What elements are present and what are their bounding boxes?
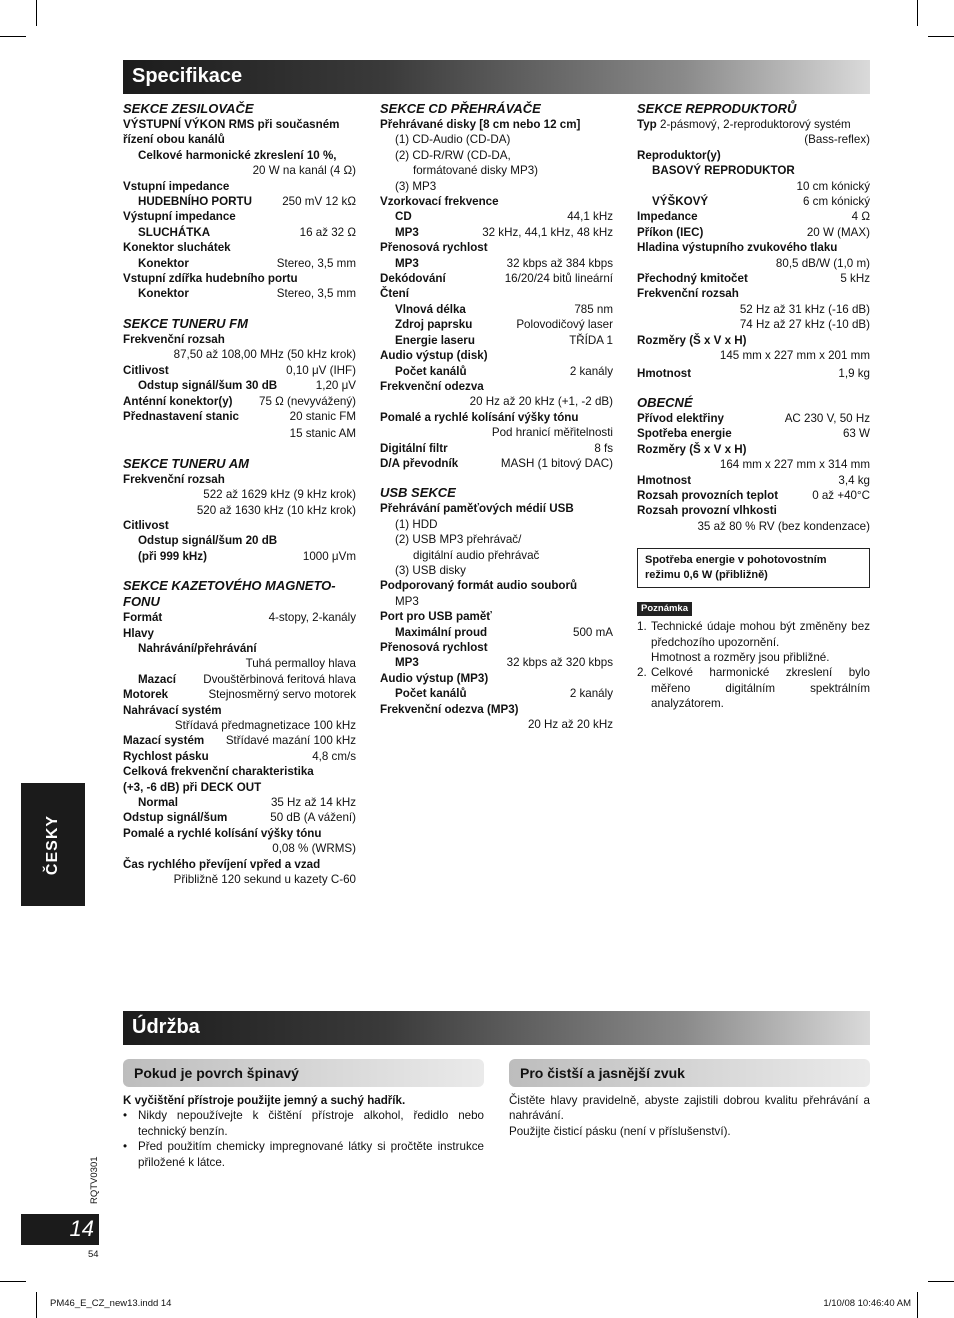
spec-row (123, 549, 356, 564)
spec-value: formátované disky MP3) (413, 164, 539, 178)
spec-label: SLUCHÁTKA (138, 225, 211, 239)
spec-value: (1) HDD (395, 517, 438, 531)
spec-value: 1,9 kg (838, 366, 870, 380)
spec-value: 10 cm kónický (796, 179, 870, 193)
spec-value: 6 cm kónický (802, 195, 870, 209)
spec-row (380, 225, 613, 240)
page-title-specifikace: Specifikace (123, 60, 870, 94)
spec-label: Celkové harmonické zkreslení 10 %, (138, 148, 337, 162)
spec-value: 5 kHz (840, 272, 870, 286)
spec-label: Port pro USB paměť (380, 610, 492, 624)
spec-label: (+3, -6 dB) při DECK OUT (123, 780, 262, 794)
spec-label: Vstupní impedance (123, 179, 230, 193)
spec-value: 522 až 1629 kHz (9 kHz krok) (203, 488, 356, 502)
spec-label: Pomalé a rychlé kolísání výšky tónu (380, 410, 579, 424)
spec-value: 164 mm x 227 mm x 314 mm (719, 458, 870, 472)
page-number-small: 54 (88, 1249, 99, 1260)
spec-value: Střídavé mazání 100 kHz (225, 734, 356, 748)
spec-label: Pomalé a rychlé kolísání výšky tónu (123, 826, 322, 840)
spec-value: (1) CD-Audio (CD-DA) (395, 133, 511, 147)
crop-mark (0, 1281, 26, 1282)
spec-row (123, 610, 356, 625)
spec-row (380, 271, 613, 286)
spec-label: Frekvenční rozsah (123, 472, 225, 486)
spec-value: (2) USB MP3 přehrávač/ (395, 533, 522, 547)
spec-row (123, 194, 356, 209)
note-item (637, 665, 870, 711)
spec-value: 0,10 μV (IHF) (286, 363, 356, 377)
spec-value: Pod hranicí měřitelnosti (491, 426, 613, 440)
spec-value: Polovodičový laser (516, 318, 613, 332)
spec-label: Vzorkovací frekvence (380, 195, 499, 209)
spec-label: Podporovaný formát audio souborů (380, 579, 578, 593)
spec-value: 145 mm x 227 mm x 201 mm (719, 349, 870, 363)
spec-value: 520 až 1630 kHz (10 kHz krok) (196, 503, 356, 517)
spec-row (123, 810, 356, 825)
note-label: Poznámka (637, 602, 692, 616)
spec-row (637, 426, 870, 441)
note-item (637, 619, 870, 650)
spec-row (380, 441, 613, 456)
spec-label: Anténní konektor(y) (123, 394, 233, 408)
spec-value: MP3 (395, 594, 419, 608)
spec-row (123, 256, 356, 271)
note-text: Technické údaje mohou být změněny bez předchozího upozornění. (651, 620, 870, 649)
spec-label: Konektor (138, 256, 189, 270)
spec-value: 785 nm (574, 302, 613, 316)
spec-value: 20 stanic FM (289, 409, 356, 423)
section-heading: SEKCE TUNERU FM (123, 315, 248, 331)
spec-label: Přehrávané disky [8 cm nebo 12 cm] (380, 118, 581, 131)
page-number: 14 (69, 1216, 94, 1241)
spec-label: Rozsah provozních teplot (637, 488, 779, 502)
spec-label: Hlavy (123, 626, 154, 640)
spec-label: MP3 (395, 225, 419, 239)
spec-label: Přehrávání paměťových médií USB (380, 502, 574, 516)
spec-label: Přenosová rychlost (380, 641, 488, 654)
spec-value: 80,5 dB/W (1,0 m) (775, 256, 870, 270)
spec-value: digitální audio přehrávač (413, 548, 540, 562)
bullet-item (123, 1108, 484, 1139)
spec-row (637, 488, 870, 503)
spec-label: Citlivost (123, 363, 169, 377)
spec-value: 1,20 μV (315, 379, 356, 393)
spec-value: (3) USB disky (395, 563, 466, 577)
spec-value: 32 kHz, 44,1 kHz, 48 kHz (482, 225, 613, 239)
spec-label: Frekvenční odezva (MP3) (380, 702, 519, 716)
note-text: Hmotnost a rozměry jsou přibližné. (651, 650, 830, 664)
spec-value: MASH (1 bitový DAC) (500, 456, 613, 470)
spec-label: (při 999 kHz) (138, 549, 207, 563)
section-heading: SEKCE ZESILOVAČE (123, 101, 254, 116)
spec-row (637, 225, 870, 240)
spec-label: Spotřeba energie (637, 427, 732, 441)
spec-value: 32 kbps až 384 kbps (506, 256, 613, 270)
spec-label: Rychlost pásku (123, 749, 209, 763)
spec-label: Příkon (IEC) (637, 225, 704, 239)
spec-label: Rozměry (Š x V x H) (637, 333, 747, 347)
spec-value: TŘÍDA 1 (569, 333, 613, 347)
footer-file-name: PM46_E_CZ_new13.indd 14 (50, 1298, 172, 1309)
spec-row (380, 364, 613, 379)
section-heading: SEKCE CD PŘEHRÁVAČE (380, 101, 541, 116)
standby-line: režimu 0,6 W (přibližně) (645, 569, 768, 582)
spec-label: Vlnová délka (395, 302, 466, 316)
spec-label: MP3 (395, 656, 419, 670)
spec-label: Konektor (138, 287, 189, 301)
spec-row (123, 363, 356, 378)
spec-row (123, 733, 356, 748)
spec-label: Hmotnost (637, 473, 692, 487)
spec-value: 4-stopy, 2-kanály (268, 611, 356, 625)
maintenance-lead: K vyčištění přístroje použijte jemný a suchý hadřík. (123, 1094, 406, 1107)
spec-label: Čas rychlého převíjení vpřed a vzad (123, 857, 321, 871)
spec-value: 2-pásmový, 2-reproduktorový systém (660, 118, 851, 131)
spec-row (380, 625, 613, 640)
spec-value: (Bass-reflex) (804, 133, 870, 147)
spec-value: 35 Hz až 14 kHz (270, 796, 356, 810)
spec-label: Audio výstup (MP3) (380, 671, 489, 685)
spec-label: MP3 (395, 256, 419, 270)
section-heading: SEKCE TUNERU AM (123, 455, 249, 471)
spec-label: Frekvenční rozsah (637, 287, 739, 301)
spec-value: 16 až 32 Ω (299, 225, 356, 239)
paragraph: Čistěte hlavy pravidelně, abyste zajistili dobrou kvalitu přehrávání a nahrávání. (509, 1094, 870, 1123)
spec-label: Mazací systém (123, 734, 205, 748)
spec-label: Digitální filtr (380, 441, 448, 455)
spec-value: 500 mA (573, 625, 613, 639)
section-heading: SEKCE REPRODUKTORŮ (637, 101, 797, 116)
spec-label: Výstupní impedance (123, 210, 236, 224)
spec-label: CD (395, 210, 412, 224)
column-cd-usb (380, 101, 613, 732)
spec-label: Odstup signál/šum (123, 811, 228, 825)
spec-label: Citlivost (123, 518, 169, 532)
spec-value: Stereo, 3,5 mm (276, 256, 356, 270)
maintenance-right-text (509, 1093, 870, 1139)
spec-value: (2) CD-R/RW (CD-DA, (395, 148, 511, 162)
spec-row (380, 209, 613, 224)
spec-row (380, 302, 613, 317)
spec-label: Hmotnost (637, 366, 692, 380)
spec-row (123, 687, 356, 702)
spec-label: VÝŠKOVÝ (652, 195, 709, 209)
crop-mark (928, 36, 954, 37)
spec-label: Konektor sluchátek (123, 241, 231, 255)
spec-label: Odstup signál/šum 20 dB (138, 534, 278, 548)
spec-label: Reproduktor(y) (637, 148, 721, 162)
language-tab-label: ČESKY (44, 814, 61, 876)
spec-row (123, 286, 356, 301)
crop-mark (0, 36, 26, 37)
spec-label: Formát (123, 611, 163, 625)
spec-value: 44,1 kHz (567, 210, 613, 224)
spec-value: 52 Hz až 31 kHz (-16 dB) (739, 302, 870, 316)
footer-timestamp: 1/10/08 10:46:40 AM (823, 1298, 911, 1309)
spec-label: Impedance (637, 210, 698, 224)
spec-value: 63 W (842, 427, 870, 441)
spec-label: Energie laseru (395, 333, 475, 347)
spec-value: Stejnosměrný servo motorek (208, 688, 356, 702)
spec-row (380, 456, 613, 471)
section-heading: USB SEKCE (380, 485, 456, 501)
spec-value: 16/20/24 bitů lineární (504, 272, 613, 286)
bullet-mark: • (123, 1140, 128, 1154)
column-speakers-general (637, 101, 870, 712)
spec-row (123, 672, 356, 687)
spec-label: řízení obou kanálů (123, 133, 225, 147)
spec-label: Frekvenční odezva (380, 379, 484, 393)
spec-label: Typ (637, 118, 657, 131)
document-code-text: RQTV0301 (89, 1156, 100, 1204)
spec-value: Přibližně 120 sekund u kazety C-60 (173, 873, 356, 887)
spec-label: Audio výstup (disk) (380, 349, 488, 363)
standby-line: Spotřeba energie v pohotovostním (645, 554, 827, 567)
spec-row (380, 333, 613, 348)
spec-value: 1000 μVm (302, 549, 356, 563)
spec-label: Celková frekvenční charakteristika (123, 765, 314, 779)
spec-value: 74 Hz až 27 kHz (-10 dB) (739, 318, 870, 332)
spec-row (380, 256, 613, 271)
note-number: 1. (637, 620, 647, 634)
spec-label: Maximální proud (395, 625, 488, 639)
spec-value: 20 Hz až 20 kHz (+1, -2 dB) (469, 395, 613, 409)
spec-value: 250 mV 12 kΩ (282, 195, 356, 209)
spec-label: Mazací (138, 672, 177, 686)
spec-value: 50 dB (A vážení) (270, 811, 356, 825)
spec-row (637, 473, 870, 488)
spec-label: Přívod elektřiny (637, 411, 724, 425)
subheading-dirty-surface: Pokud je povrch špinavý (123, 1059, 484, 1087)
spec-value: 4,8 cm/s (312, 749, 356, 763)
spec-value: 15 stanic AM (289, 427, 356, 441)
spec-label: Přechodný kmitočet (637, 272, 748, 286)
spec-value: 3,4 kg (838, 473, 870, 487)
spec-row (637, 411, 870, 426)
spec-row (637, 194, 870, 209)
spec-label: Motorek (123, 688, 169, 702)
spec-value: 20 Hz až 20 kHz (527, 718, 613, 732)
note-number: 2. (637, 666, 647, 680)
spec-label: BASOVÝ REPRODUKTOR (652, 164, 795, 178)
spec-label: Frekvenční rozsah (123, 332, 225, 346)
spec-value: Tuhá permalloy hlava (245, 657, 356, 671)
spec-label: Hladina výstupního zvukového tlaku (637, 241, 838, 255)
bullet-text: Před použitím chemicky impregnované látky si pročtěte instrukce přiložené k látce. (138, 1140, 484, 1169)
spec-value: 0 až +40°C (812, 488, 870, 502)
spec-value: 2 kanály (569, 687, 613, 701)
spec-label: Dekódování (380, 272, 446, 286)
spec-value: (3) MP3 (395, 179, 437, 193)
spec-label: Nahrávací systém (123, 703, 222, 717)
spec-row (123, 225, 356, 240)
spec-label: Počet kanálů (395, 687, 467, 701)
spec-value: AC 230 V, 50 Hz (784, 411, 870, 425)
spec-row (380, 686, 613, 701)
spec-value: 20 W (MAX) (806, 225, 870, 239)
spec-label: Rozměry (Š x V x H) (637, 442, 747, 456)
column-amplifier-tuner-deck (123, 101, 356, 887)
spec-value: 8 fs (594, 441, 613, 455)
crop-mark (928, 1281, 954, 1282)
spec-value: Dvouštěrbinová feritová hlava (203, 672, 356, 686)
section-heading: OBECNÉ (637, 394, 693, 410)
spec-value: 32 kbps až 320 kbps (506, 656, 613, 670)
bullet-text: Nikdy nepoužívejte k čištění přístroje alkohol, ředidlo nebo technický benzín. (138, 1109, 484, 1138)
spec-row (637, 209, 870, 224)
paragraph: Použijte čisticí pásku (není v příslušenství). (509, 1124, 731, 1138)
section-heading: SEKCE KAZETOVÉHO MAGNETO-FONU (123, 578, 336, 610)
spec-row (123, 394, 356, 409)
spec-value: Stereo, 3,5 mm (276, 287, 356, 301)
bullet-mark: • (123, 1109, 128, 1123)
spec-value: 75 Ω (nevyvážený) (259, 394, 356, 408)
language-tab (21, 783, 85, 906)
crop-mark (36, 1292, 37, 1318)
spec-label: Rozsah provozní vlhkosti (637, 504, 777, 518)
page-number-box (21, 1214, 99, 1245)
maintenance-left-text (123, 1093, 484, 1170)
crop-mark (917, 1292, 918, 1318)
crop-mark (36, 0, 37, 26)
spec-label: HUDEBNÍHO PORTU (138, 195, 253, 209)
section-title-udrzba: Údržba (123, 1011, 870, 1045)
spec-value: 20 W na kanál (4 Ω) (252, 164, 356, 178)
spec-label: Nahrávání/přehrávání (138, 641, 257, 655)
spec-row (637, 117, 870, 132)
spec-label: Čtení (380, 287, 409, 301)
bullet-item (123, 1139, 484, 1170)
subheading-cleaner-sound: Pro čistší a jasnější zvuk (509, 1059, 870, 1087)
spec-row (637, 271, 870, 286)
spec-label: Přenosová rychlost (380, 241, 488, 255)
spec-label: Počet kanálů (395, 364, 467, 378)
spec-label: Normal (138, 796, 178, 810)
note-text: Celkové harmonické zkreslení bylo měřeno digitálním spektrálním analyzátorem. (651, 666, 870, 711)
spec-label: Přednastavení stanic (123, 409, 239, 423)
spec-value: 2 kanály (569, 364, 613, 378)
spec-row (123, 795, 356, 810)
spec-row (123, 378, 356, 393)
standby-power-box (637, 548, 870, 588)
spec-label: VÝSTUPNÍ VÝKON RMS při současném (123, 118, 340, 131)
crop-mark (917, 0, 918, 26)
spec-value: 87,50 až 108,00 MHz (50 kHz krok) (173, 348, 356, 362)
spec-value: 0,08 % (WRMS) (272, 842, 356, 856)
spec-value: Střídavá předmagnetizace 100 kHz (174, 719, 356, 732)
spec-label: Vstupní zdířka hudebního portu (123, 272, 298, 286)
spec-row (123, 409, 356, 424)
spec-value: 4 Ω (851, 210, 870, 224)
spec-row (123, 749, 356, 764)
spec-row (380, 317, 613, 332)
spec-value: 35 až 80 % RV (bez kondenzace) (697, 519, 870, 533)
spec-label: Odstup signál/šum 30 dB (138, 379, 278, 393)
spec-label: D/A převodník (380, 456, 459, 470)
spec-label: Zdroj paprsku (395, 318, 473, 332)
spec-row (380, 655, 613, 670)
spec-row (637, 366, 870, 381)
